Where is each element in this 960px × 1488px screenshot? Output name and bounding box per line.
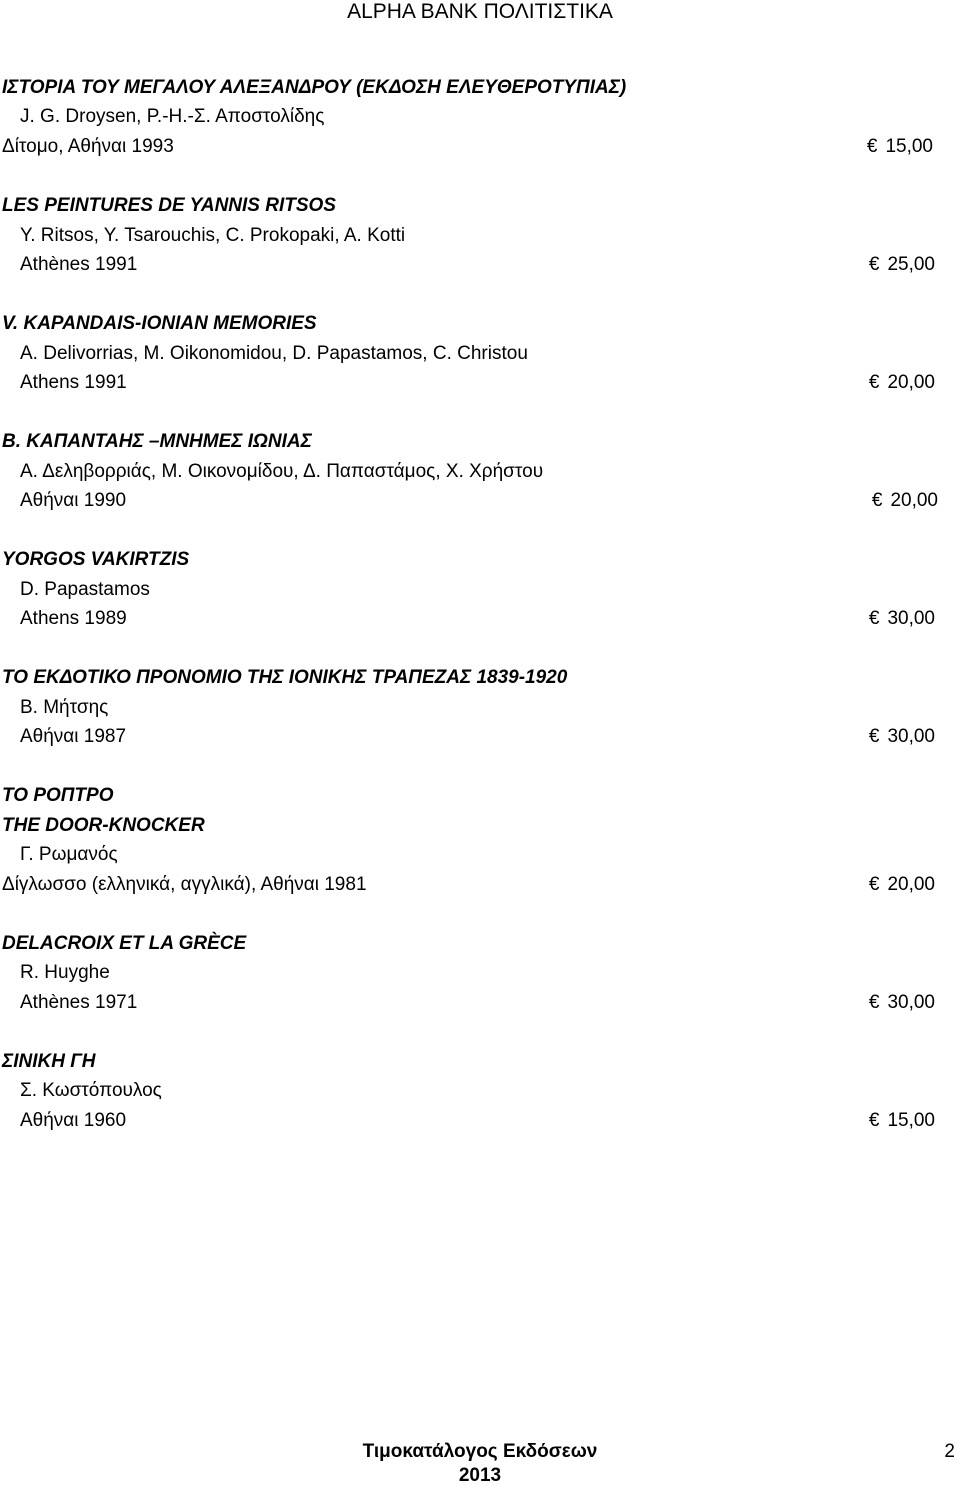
price-value: 20,00 — [890, 490, 938, 511]
entry-title: ΤΟ ΕΚΔΟΤΙΚΟ ΠΡΟΝΟΜΙΟ ΤΗΣ ΙΟΝΙΚΗΣ ΤΡΑΠΕΖΑΣ 1839-1920 — [2, 667, 568, 688]
euro-icon: € — [871, 490, 883, 511]
footer-year: 2013 — [458, 1465, 502, 1486]
euro-icon: € — [868, 874, 880, 895]
footer-title: Τιμοκατάλογος Εκδόσεων — [362, 1441, 598, 1462]
price-value: 20,00 — [887, 874, 935, 895]
euro-icon: € — [868, 608, 880, 629]
entry-price — [869, 607, 935, 631]
entry-price — [869, 991, 935, 1015]
entry-title: DELACROIX ET LA GRÈCE — [2, 933, 247, 954]
entry-authors: Y. Ritsos, Y. Tsarouchis, C. Prokopaki, A. Kotti — [20, 225, 406, 246]
entry-details: Δίγλωσσο (ελληνικά, αγγλικά), Αθήναι 1981 — [2, 874, 367, 895]
header-title: ALPHA BANK ΠΟΛΙΤΙΣΤΙΚΑ — [347, 0, 613, 23]
entry-title: ΙΣΤΟΡΙΑ ΤΟΥ ΜΕΓΑΛΟΥ ΑΛΕΞΑΝΔΡΟΥ (ΕΚΔΟΣΗ ΕΛΕΥΘΕΡΟΤΥΠΙΑΣ) — [2, 77, 627, 98]
entry-title: LES PEINTURES DE YANNIS RITSOS — [2, 195, 336, 216]
entry-authors: Β. Μήτσης — [20, 697, 109, 718]
entry-details: Αθήναι 1987 — [20, 726, 127, 747]
entry-price — [869, 873, 935, 897]
euro-icon: € — [868, 372, 880, 393]
euro-icon: € — [866, 136, 878, 157]
entry-title: Β. ΚΑΠΑΝΤΑΗΣ –ΜΝΗΜΕΣ ΙΩΝΙΑΣ — [2, 431, 312, 452]
entry-price — [872, 489, 938, 513]
price-value: 30,00 — [887, 992, 935, 1013]
entry-authors: D. Papastamos — [20, 579, 150, 600]
price-value: 30,00 — [887, 608, 935, 629]
entry-authors: J. G. Droysen, P.-H.-Σ. Αποστολίδης — [20, 106, 325, 127]
entry-title: V. KAPANDAIS-IONIAN MEMORIES — [2, 313, 317, 334]
entry-details: Αθήναι 1960 — [20, 1110, 127, 1131]
euro-icon: € — [868, 726, 880, 747]
entry-authors: Α. Δεληβορριάς, Μ. Οικονομίδου, Δ. Παπαστάμος, Χ. Χρήστου — [20, 461, 544, 482]
price-value: 20,00 — [887, 372, 935, 393]
entry-subtitle: THE DOOR-KNOCKER — [2, 815, 205, 836]
euro-icon: € — [868, 992, 880, 1013]
price-value: 25,00 — [887, 254, 935, 275]
entry-details: Αθήναι 1990 — [20, 490, 127, 511]
page-header — [0, 0, 960, 24]
entry-authors: A. Delivorrias, M. Oikonomidou, D. Papastamos, C. Christou — [20, 343, 528, 364]
entry-price — [869, 1109, 935, 1133]
entry-title: YORGOS VAKIRTZIS — [2, 549, 190, 570]
price-value: 30,00 — [887, 726, 935, 747]
entry-details: Athens 1991 — [20, 372, 127, 393]
entry-title: ΤΟ ΡΟΠΤΡΟ — [2, 785, 114, 806]
entry-title: ΣΙΝΙΚΗ ΓΗ — [2, 1051, 96, 1072]
entry-price — [867, 135, 933, 159]
entry-details: Δίτομο, Αθήναι 1993 — [2, 136, 174, 157]
entry-price — [869, 253, 935, 277]
entry-price — [869, 371, 935, 395]
price-value: 15,00 — [887, 1110, 935, 1131]
price-value: 15,00 — [885, 136, 933, 157]
entry-price — [869, 725, 935, 749]
page-number: 2 — [944, 1441, 955, 1462]
entry-details: Athens 1989 — [20, 608, 127, 629]
entry-details: Athènes 1971 — [20, 992, 138, 1013]
entry-authors: R. Huyghe — [20, 962, 110, 983]
euro-icon: € — [868, 254, 880, 275]
entry-authors: Σ. Κωστόπουλος — [20, 1080, 162, 1101]
entry-authors: Γ. Ρωμανός — [20, 844, 118, 865]
entry-details: Athènes 1991 — [20, 254, 138, 275]
euro-icon: € — [868, 1110, 880, 1131]
